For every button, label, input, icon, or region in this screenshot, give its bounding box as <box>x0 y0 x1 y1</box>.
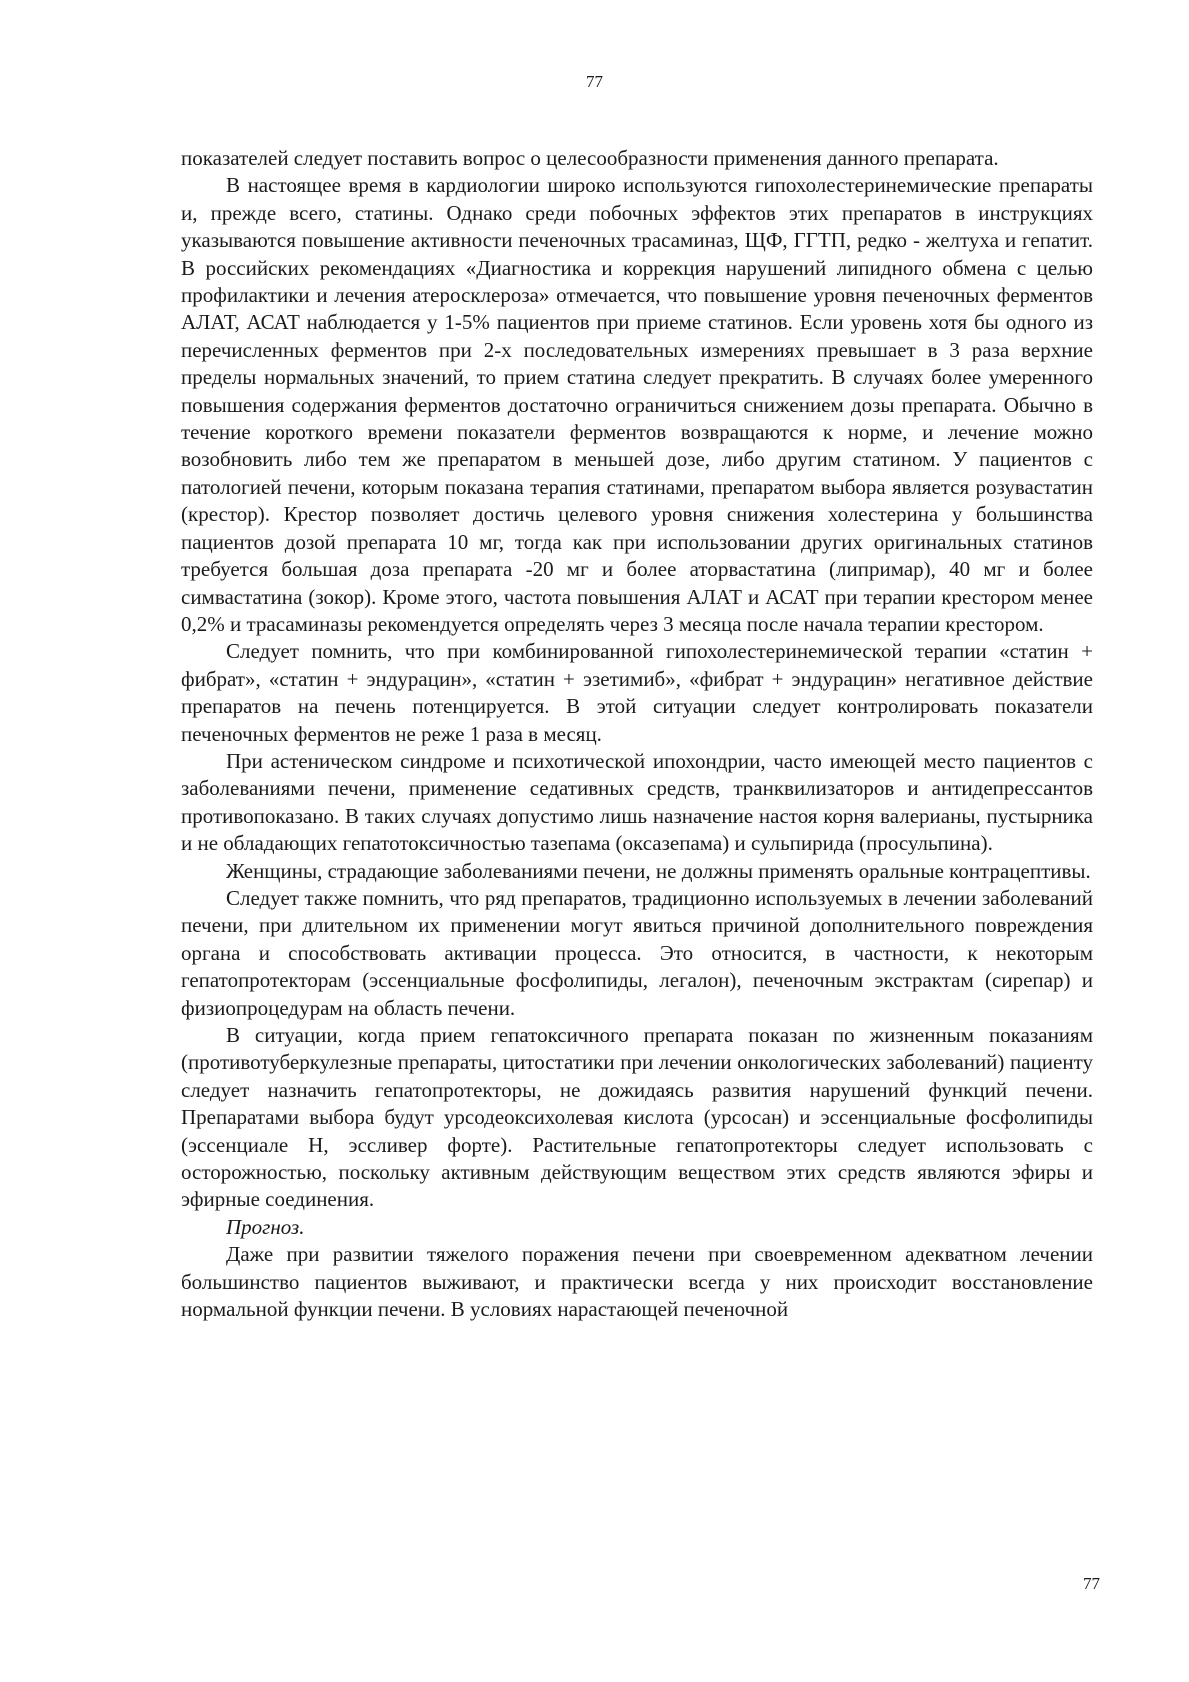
paragraph-statins: В настоящее время в кардиологии широко используются гипохолестеринемические препараты и, прежде всего, статины. Однако среди побочных эффектов этих препаратов в инструкциях указываются повышение активности печеночных трасаминаз, ЩФ, ГГТП, редко - желтуха и гепатит. В российских рекомендациях «Диагностика и коррекция нарушений липидного обмена с целью профилактики и лечения атеросклероза» отмечается, что повышение уровня печеночных ферментов АЛАТ, АСАТ наблюдается у 1-5% пациентов при приеме статинов. Если уровень хотя бы одного из перечисленных ферментов при 2-х последовательных измерениях превышает в 3 раза верхние пределы нормальных значений, то прием статина следует прекратить. В случаях более умеренного повышения содержания ферментов достаточно ограничиться снижением дозы препарата. Обычно в течение короткого времени показатели ферментов возвращаются к норме, и лечение можно возобновить либо тем же препаратом в меньшей дозе, либо другим статином. У пациентов с патологией печени, которым показана терапия статинами, препаратом выбора является розувастатин (крестор). Крестор позволяет достичь целевого уровня снижения холестерина у большинства пациентов дозой препарата 10 мг, тогда как при использовании других оригинальных статинов требуется большая доза препарата -20 мг и более аторвастатина (липримар), 40 мг и более симвастатина (зокор). Кроме этого, частота повышения АЛАТ и АСАТ при терапии крестором менее 0,2% и трасаминазы рекомендуется определять через 3 месяца после начала терапии крестором. <box>181 173 1093 636</box>
paragraph-contraceptives: Женщины, страдающие заболеваниями печени, не должны применять оральные контрацептивы. <box>226 858 1091 883</box>
page-number-bottom: 77 <box>1083 1574 1100 1593</box>
document-body <box>181 145 1093 1323</box>
paragraph-continuation: показателей следует поставить вопрос о целесообразности применения данного препарата. <box>181 146 999 170</box>
paragraph-prognosis: Даже при развитии тяжелого поражения печени при своевременном адекватном лечении большинство пациентов выживают, и практически всегда у них происходит восстановление нормальной функции печени. В условиях нарастающей печеночной <box>181 1242 1093 1322</box>
page-number-top: 77 <box>586 72 603 91</box>
paragraph-hepatotoxic-drugs: В ситуации, когда прием гепатоксичного препарата показан по жизненным показаниям (противотуберкулезные препараты, цитостатики при лечении онкологических заболеваний) пациенту следует назначить гепатопротекторы, не дожидаясь развития нарушений функций печени. Препаратами выбора будут урсодеоксихолевая кислота (урсосан) и эссенциальные фосфолипиды (эссенциале Н, эссливер форте). Растительные гепатопротекторы следует использовать с осторожностью, поскольку активным действующим веществом этих средств являются эфиры и эфирные соединения. <box>181 1023 1093 1212</box>
section-heading-prognosis: Прогноз. <box>226 1214 305 1239</box>
paragraph-combined-therapy: Следует помнить, что при комбинированной гипохолестеринемической терапии «статин + фибрат», «статин + эндурацин», «статин + эзетимиб», «фибрат + эндурацин» негативное действие препаратов на печень потенцируется. В этой ситуации следует контролировать показатели печеночных ферментов не реже 1 раза в месяц. <box>181 639 1093 746</box>
paragraph-hepatoprotectors: Следует также помнить, что ряд препаратов, традиционно используемых в лечении заболеваний печени, при длительном их применении могут явиться причиной дополнительного повреждения органа и способствовать активации процесса. Это относится, в частности, к некоторым гепатопротекторам (эссенциальные фосфолипиды, легалон), печеночным экстрактам (сирепар) и физиопроцедурам на область печени. <box>181 885 1093 1020</box>
paragraph-asthenic-syndrome: При астеническом синдроме и психотической ипохондрии, часто имеющей место пациентов с заболеваниями печени, применение седативных средств, транквилизаторов и антидепрессантов противопоказано. В таких случаях допустимо лишь назначение настоя корня валерианы, пустырника и не обладающих гепатотоксичностью тазепама (оксазепама) и сульпирида (просульпина). <box>181 748 1093 856</box>
